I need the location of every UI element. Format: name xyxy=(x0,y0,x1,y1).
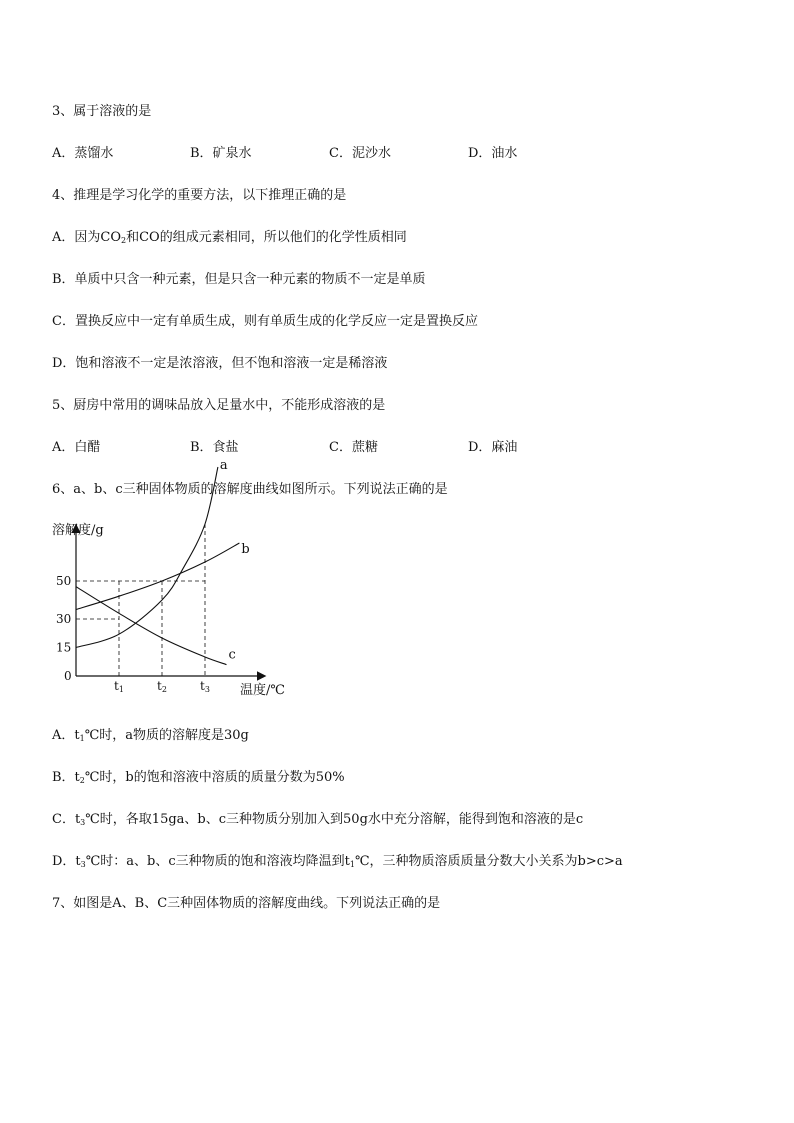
q4-option-b: B．单质中只含一种元素，但是只含一种元素的物质不一定是单质 xyxy=(52,272,426,287)
y-axis-label: 溶解度/g xyxy=(52,523,104,538)
x-tick-label: t1 xyxy=(114,679,124,694)
q3-option-d: D．油水 xyxy=(468,146,518,161)
series-label-c: c xyxy=(228,647,236,663)
q6-option-b: B．$t_2℃$时，b的饱和溶液中溶质的质量分数为50% xyxy=(52,770,345,785)
q5-option-c: C．蔗糖 xyxy=(329,440,378,455)
x-axis-label: 温度/℃ xyxy=(240,683,285,698)
y-tick-label: 15 xyxy=(56,640,72,655)
q4-stem: 4、推理是学习化学的重要方法，以下推理正确的是 xyxy=(52,188,347,203)
series-line-b xyxy=(76,543,239,610)
q7-stem: 7、如图是A、B、C三种固体物质的溶解度曲线。下列说法正确的是 xyxy=(52,896,441,911)
q3-option-b: B．矿泉水 xyxy=(190,146,252,161)
series-label-b: b xyxy=(241,542,250,557)
q5-option-a: A．白醋 xyxy=(52,440,101,455)
q6-option-d: D．$t_3℃$时：a、b、c三种物质的饱和溶液均降温到$t_1℃$，三种物质溶质质量分数大小关系为b>c>a xyxy=(52,854,623,869)
x-tick-label: t3 xyxy=(200,679,210,694)
q4-option-d: D．饱和溶液不一定是浓溶液，但不饱和溶液一定是稀溶液 xyxy=(52,356,388,371)
x-tick-label: t2 xyxy=(157,679,167,694)
q3-stem: 3、属于溶液的是 xyxy=(52,104,152,119)
q5-stem: 5、厨房中常用的调味品放入足量水中，不能形成溶液的是 xyxy=(52,398,386,413)
series-label-a: a xyxy=(219,458,228,473)
q6-option-c: C．$t_3℃$时，各取15ga、b、c三种物质分别加入到50g水中充分溶解，能得到饱和溶液的是c xyxy=(52,812,584,827)
q5-option-d: D．麻油 xyxy=(468,440,518,455)
q6-stem: 6、a、b、c三种固体物质的溶解度曲线如图所示。下列说法正确的是 xyxy=(52,482,448,497)
origin-label: 0 xyxy=(64,669,72,683)
series-line-c xyxy=(76,587,227,665)
y-tick-label: 50 xyxy=(56,574,72,588)
q3-option-c: C．泥沙水 xyxy=(329,146,391,161)
q4-option-c: C．置换反应中一定有单质生成，则有单质生成的化学反应一定是置换反应 xyxy=(52,314,478,329)
y-tick-label: 30 xyxy=(56,612,72,626)
q6-option-a: A．$t_1℃$时，a物质的溶解度是30g xyxy=(52,728,249,743)
q4-option-a: A．因为$CO_2$和CO的组成元素相同，所以他们的化学性质相同 xyxy=(52,230,407,245)
q3-option-a: A．蒸馏水 xyxy=(52,146,114,161)
q5-option-b: B．食盐 xyxy=(190,440,239,455)
